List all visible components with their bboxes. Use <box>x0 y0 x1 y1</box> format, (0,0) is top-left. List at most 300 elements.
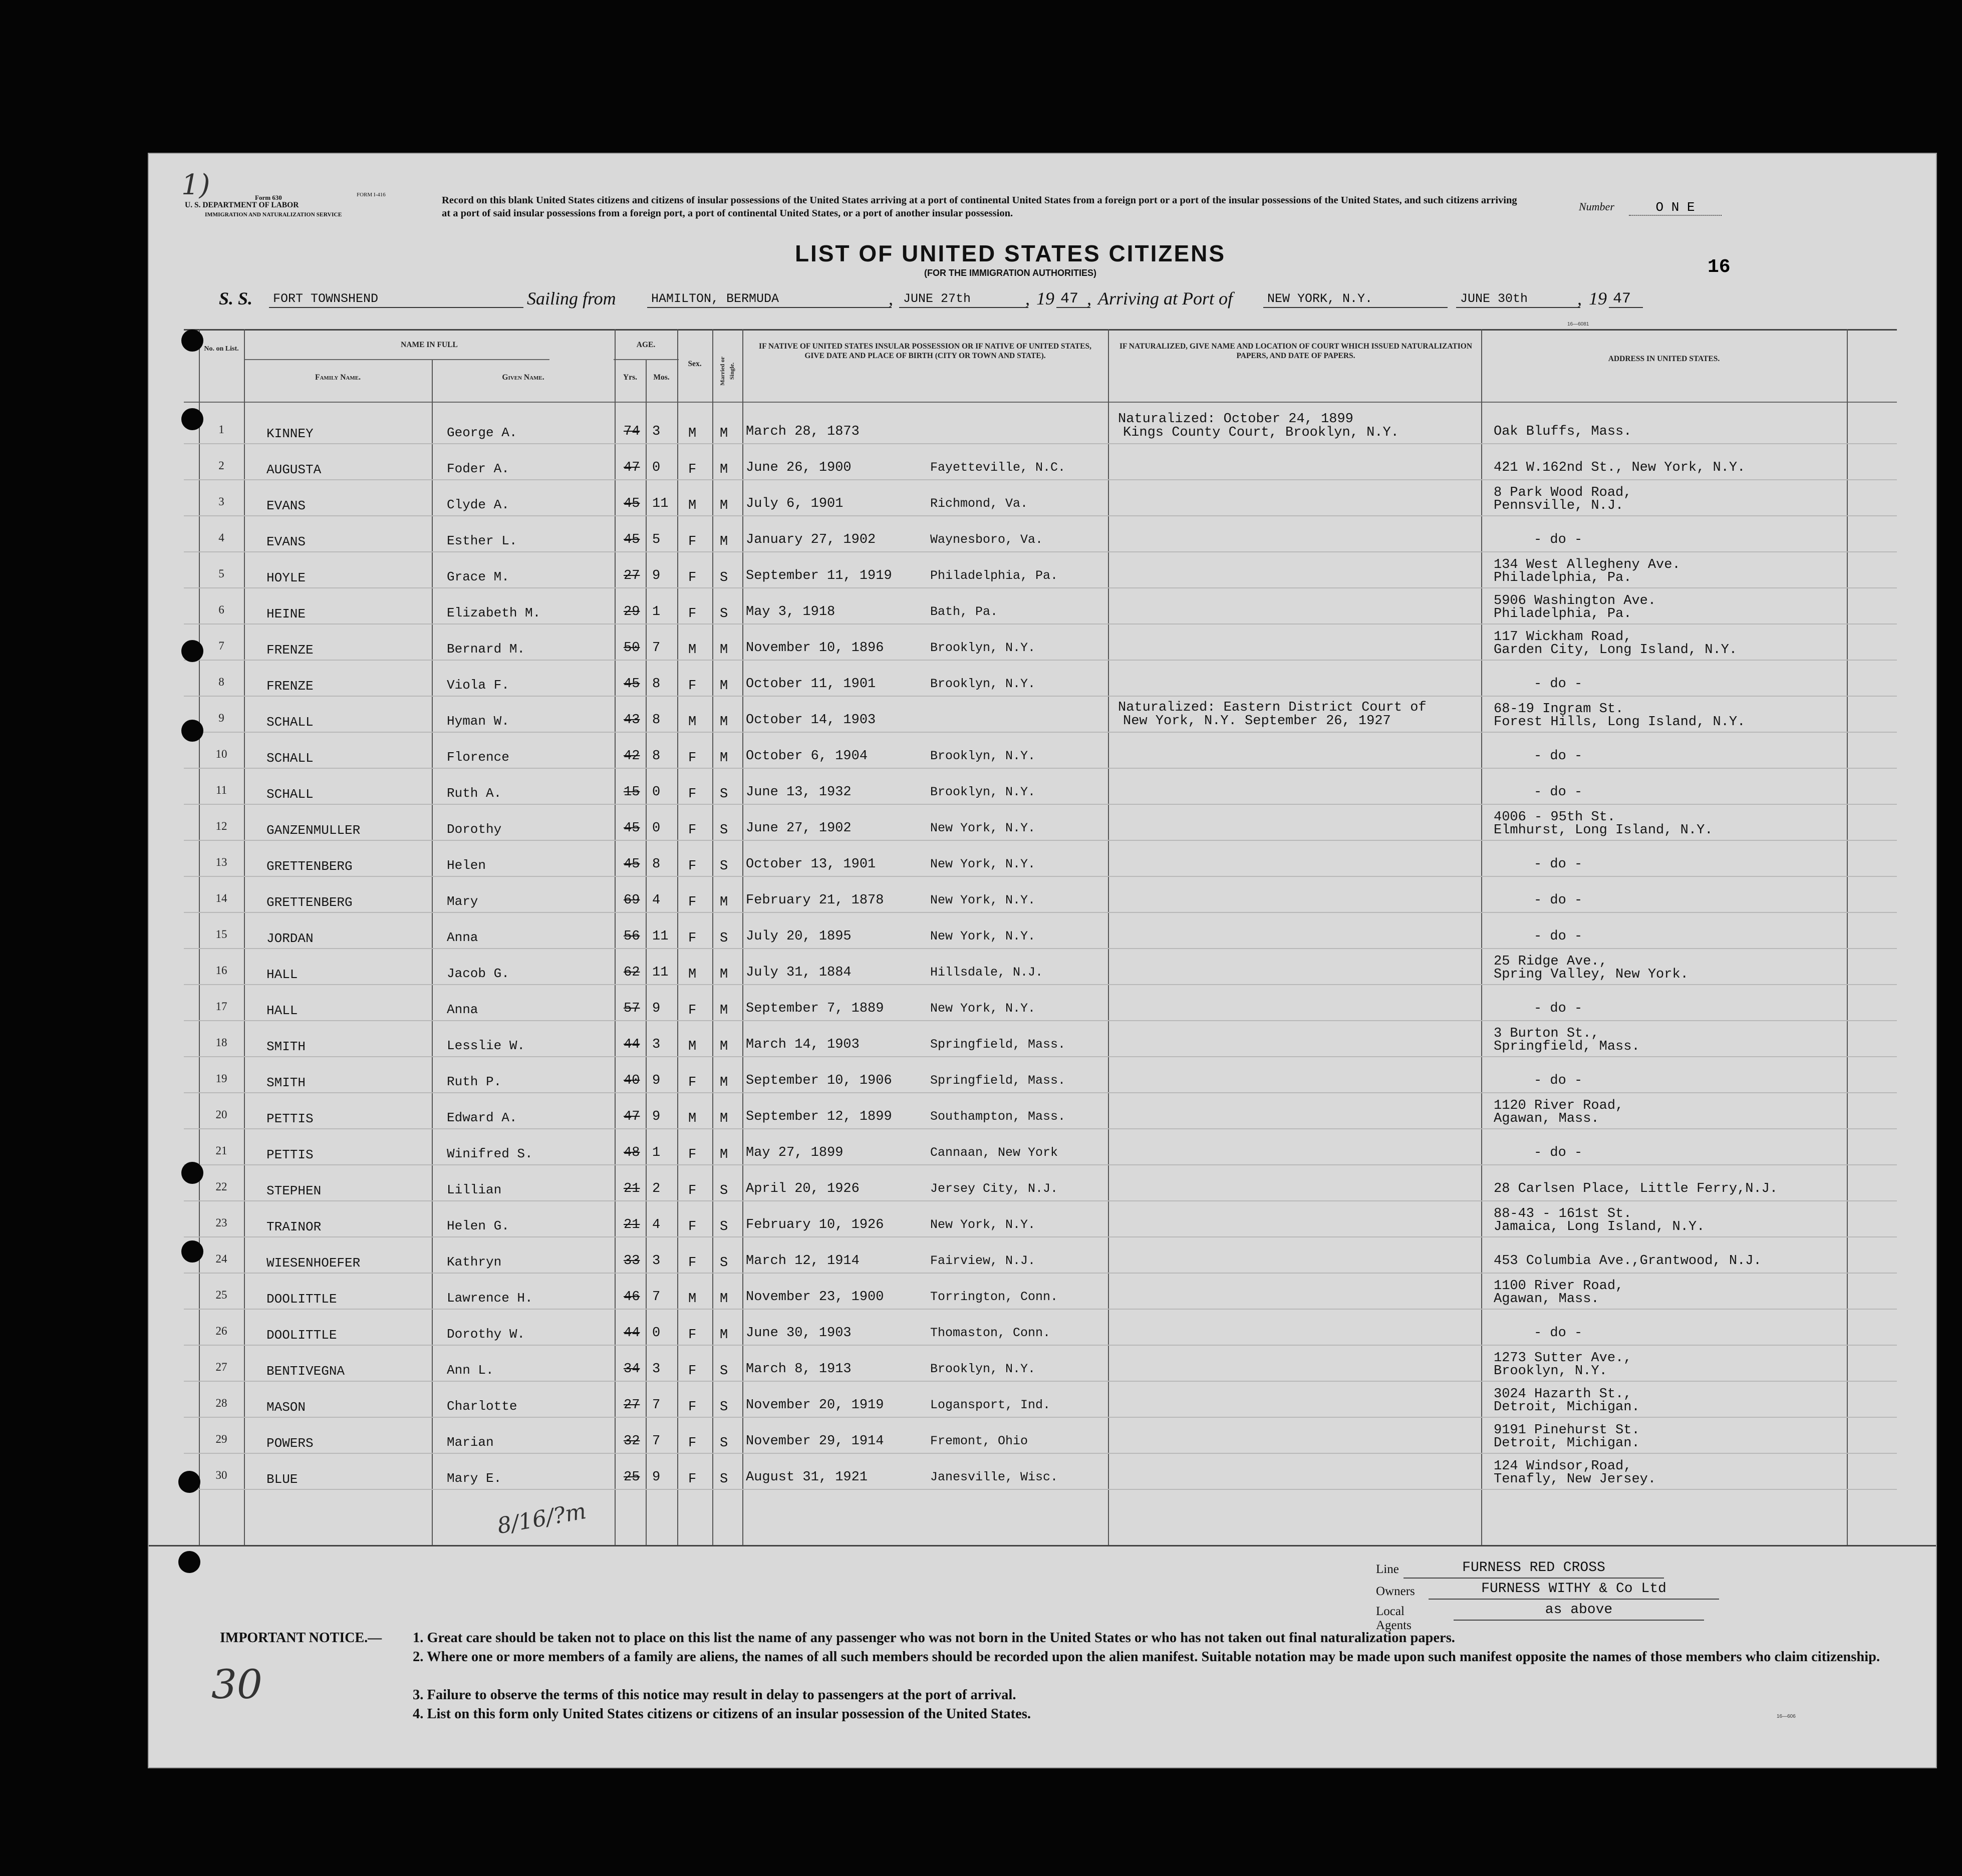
age-months: 7 <box>652 1434 661 1449</box>
given-name: Charlotte <box>447 1399 517 1414</box>
birth-date: September 7, 1889 <box>746 1001 884 1016</box>
birth-place: Brooklyn, N.Y. <box>930 1362 1036 1376</box>
form-number: Form 630 <box>255 194 282 201</box>
footer-code: 16—606 <box>1777 1714 1796 1719</box>
marital-status: S <box>720 859 728 874</box>
row-number: 25 <box>215 1289 227 1301</box>
age-years: 45 <box>624 532 640 547</box>
row-rule <box>184 912 1897 913</box>
given-name: George A. <box>447 425 517 440</box>
birth-date: March 8, 1913 <box>746 1362 852 1377</box>
birth-date: July 6, 1901 <box>746 496 844 511</box>
family-name: SMITH <box>266 1039 306 1054</box>
address-line: - do - <box>1534 1326 1583 1341</box>
number-value: O N E <box>1629 200 1722 216</box>
age-months: 0 <box>652 821 661 836</box>
family-name: PETTIS <box>266 1111 314 1126</box>
age-years: 47 <box>624 460 640 475</box>
department-label: U. S. DEPARTMENT OF LABOR <box>185 201 299 209</box>
given-name: Winifred S. <box>447 1146 533 1161</box>
given-name: Lillian <box>447 1182 502 1197</box>
row-number: 22 <box>215 1180 227 1193</box>
birth-date: March 14, 1903 <box>746 1037 860 1052</box>
row-number: 23 <box>215 1216 227 1229</box>
arrival-port: NEW YORK, N.Y. <box>1263 288 1448 308</box>
age-months: 7 <box>652 641 661 656</box>
col-divider <box>244 329 245 1545</box>
binding-hole <box>181 720 203 742</box>
row-rule <box>184 515 1897 516</box>
row-rule <box>184 984 1897 985</box>
row-rule <box>184 768 1897 769</box>
service-label: IMMIGRATION AND NATURALIZATION SERVICE <box>205 212 342 218</box>
sex: M <box>688 498 697 513</box>
row-number: 9 <box>218 712 224 724</box>
given-name: Helen <box>447 858 486 873</box>
age-months: 11 <box>652 965 669 980</box>
age-years: 47 <box>624 1109 640 1124</box>
row-number: 16 <box>215 964 227 977</box>
age-years: 21 <box>624 1181 640 1196</box>
given-name: Clyde A. <box>447 497 509 512</box>
binding-hole <box>181 1240 203 1263</box>
birth-date: June 27, 1902 <box>746 821 852 836</box>
given-name: Mary <box>447 894 478 909</box>
header-name-in-full: NAME IN FULL <box>401 341 458 349</box>
given-name: Florence <box>447 750 509 765</box>
sex: F <box>688 1328 697 1343</box>
birth-place: Fayetteville, N.C. <box>930 460 1066 475</box>
address-line: Detroit, Michigan. <box>1494 1400 1640 1415</box>
age-years: 29 <box>624 604 640 619</box>
family-name: PETTIS <box>266 1147 314 1162</box>
marital-status: S <box>720 1219 728 1234</box>
number-label: Number <box>1579 200 1614 213</box>
row-rule <box>184 1200 1897 1201</box>
handwritten-note: 8/16/?m <box>495 1498 589 1539</box>
row-number: 6 <box>218 603 224 616</box>
sailing-year: 47 <box>1056 288 1090 308</box>
age-years: 45 <box>624 857 640 872</box>
marital-status: M <box>720 643 728 658</box>
birth-date: November 20, 1919 <box>746 1398 884 1413</box>
address-line: - do - <box>1534 857 1583 872</box>
birth-date: May 27, 1899 <box>746 1145 844 1160</box>
given-name: Ann L. <box>447 1363 494 1378</box>
row-rule <box>184 1345 1897 1346</box>
birth-date: October 6, 1904 <box>746 749 868 764</box>
row-rule <box>184 876 1897 877</box>
age-years: 42 <box>624 749 640 764</box>
age-months: 3 <box>652 424 661 439</box>
address-line: Brooklyn, N.Y. <box>1494 1364 1607 1379</box>
birth-date: February 21, 1878 <box>746 893 884 908</box>
row-number: 7 <box>218 640 224 652</box>
binding-hole <box>181 408 203 430</box>
age-months: 8 <box>652 713 661 728</box>
sheet-number: 16 <box>1708 256 1731 278</box>
marital-status: M <box>720 1039 728 1054</box>
given-name: Lesslie W. <box>447 1038 525 1053</box>
birth-date: November 23, 1900 <box>746 1290 884 1305</box>
birth-place: Philadelphia, Pa. <box>930 568 1058 583</box>
sex: F <box>688 751 697 766</box>
birth-date: January 27, 1902 <box>746 532 876 547</box>
marital-status: M <box>720 895 728 910</box>
given-name: Edward A. <box>447 1110 517 1125</box>
marital-status: M <box>720 715 728 730</box>
col-divider <box>615 329 616 1545</box>
age-months: 11 <box>652 496 669 511</box>
address-line: Spring Valley, New York. <box>1494 967 1689 982</box>
page-title: LIST OF UNITED STATES CITIZENS <box>794 240 1226 266</box>
row-number: 21 <box>215 1144 227 1157</box>
row-number: 29 <box>215 1433 227 1445</box>
voyage-line: S. S. FORT TOWNSHEND Sailing from HAMILTON, BERMUDA , JUNE 27th , 19 47 , Arriving at Port of NEW YORK, N.Y. JUNE 30th , 19 47 <box>219 288 1872 313</box>
age-months: 3 <box>652 1254 661 1269</box>
row-rule <box>184 1489 1897 1490</box>
birth-place: Brooklyn, N.Y. <box>930 641 1036 655</box>
birth-place: New York, N.Y. <box>930 1001 1036 1016</box>
row-rule <box>184 1020 1897 1021</box>
family-name: GRETTENBERG <box>266 895 353 910</box>
printer-note: 16—6081 <box>1567 322 1589 327</box>
row-rule <box>184 1381 1897 1382</box>
age-years: 74 <box>624 424 640 439</box>
row-number: 26 <box>215 1325 227 1337</box>
binding-hole <box>181 1162 203 1184</box>
birth-date: October 14, 1903 <box>746 713 876 728</box>
address-line: 4006 - 95th St. <box>1494 810 1616 825</box>
sex: F <box>688 606 697 621</box>
family-name: WIESENHOEFER <box>266 1256 361 1271</box>
age-months: 5 <box>652 532 661 547</box>
preamble-text: Record on this blank United States citizens and citizens of insular possessions of the United States arriving at a port of continental United States from a foreign port or a port of the insular possessions of the United States, and such citizens arriving at a port of said insular possessions from a foreign port, a port of continental United States, or a port of another insular possession. <box>442 195 1517 219</box>
age-months: 0 <box>652 1326 661 1341</box>
address-line: 453 Columbia Ave.,Grantwood, N.J. <box>1494 1254 1762 1269</box>
sex: M <box>688 967 697 982</box>
family-name: SCHALL <box>266 787 314 802</box>
given-name: Bernard M. <box>447 642 525 657</box>
header-bottom-rule <box>184 402 1897 403</box>
age-months: 9 <box>652 1470 661 1485</box>
age-months: 9 <box>652 1001 661 1016</box>
given-name: Foder A. <box>447 461 509 476</box>
marital-status: S <box>720 570 728 585</box>
naturalization-line: New York, N.Y. September 26, 1927 <box>1123 714 1391 729</box>
address-line: Agawan, Mass. <box>1494 1111 1599 1126</box>
sailing-year-prefix: 19 <box>1036 288 1054 308</box>
address-line: - do - <box>1534 532 1583 547</box>
age-years: 45 <box>624 821 640 836</box>
birth-date: March 28, 1873 <box>746 424 860 439</box>
sex: F <box>688 1472 697 1487</box>
row-rule <box>184 660 1897 661</box>
address-line: - do - <box>1534 1073 1583 1088</box>
address-line: Tenafly, New Jersey. <box>1494 1472 1656 1487</box>
row-number: 12 <box>215 820 227 832</box>
row-number: 2 <box>218 459 224 472</box>
marital-status: M <box>720 462 728 477</box>
manifest-sheet <box>148 153 1937 1768</box>
family-name: SMITH <box>266 1075 306 1090</box>
address-line: Philadelphia, Pa. <box>1494 570 1632 585</box>
age-years: 45 <box>624 677 640 692</box>
age-years: 15 <box>624 785 640 800</box>
family-name: GRETTENBERG <box>266 859 353 874</box>
header-naturalized: IF NATURALIZED, GIVE NAME AND LOCATION OF COURT WHICH ISSUED NATURALIZATION PAPERS, AND DATE OF PAPERS. <box>1119 342 1473 360</box>
birth-date: February 10, 1926 <box>746 1217 884 1232</box>
sex: F <box>688 823 697 838</box>
notice-item: 4. List on this form only United States citizens or citizens of an insular possession of the United States. <box>413 1706 1031 1722</box>
row-rule <box>184 587 1897 588</box>
given-name: Ruth P. <box>447 1074 502 1089</box>
sex: F <box>688 1075 697 1090</box>
row-rule <box>184 1309 1897 1310</box>
age-years: 48 <box>624 1145 640 1160</box>
address-line: Garden City, Long Island, N.Y. <box>1494 643 1738 658</box>
row-number: 10 <box>215 748 227 760</box>
row-rule <box>184 804 1897 805</box>
header-no: No. on List. <box>204 345 239 353</box>
name-subheader-rule <box>244 359 549 360</box>
row-number: 14 <box>215 892 227 904</box>
row-number: 27 <box>215 1361 227 1373</box>
local-agents-value: as above <box>1454 1601 1704 1621</box>
row-rule <box>184 479 1897 480</box>
binding-hole <box>178 1551 200 1573</box>
sex: F <box>688 895 697 910</box>
row-number: 30 <box>215 1469 227 1481</box>
sailing-from-label: Sailing from <box>527 288 616 308</box>
birth-place: Springfield, Mass. <box>930 1037 1066 1052</box>
address-line: Philadelphia, Pa. <box>1494 606 1632 621</box>
birth-date: July 20, 1895 <box>746 929 852 944</box>
sex: F <box>688 1183 697 1198</box>
birth-place: Logansport, Ind. <box>930 1398 1051 1412</box>
arriving-label: Arriving at Port of <box>1098 288 1233 308</box>
birth-place: Brooklyn, N.Y. <box>930 677 1036 691</box>
marital-status: S <box>720 1256 728 1271</box>
sex: F <box>688 859 697 874</box>
birth-place: Hillsdale, N.J. <box>930 965 1043 980</box>
marital-status: M <box>720 1111 728 1126</box>
family-name: FRENZE <box>266 643 314 658</box>
age-months: 1 <box>652 604 661 619</box>
row-rule <box>184 1164 1897 1165</box>
sex: M <box>688 1292 697 1307</box>
birth-place: Janesville, Wisc. <box>930 1470 1058 1484</box>
birth-date: October 13, 1901 <box>746 857 876 872</box>
address-line: 1273 Sutter Ave., <box>1494 1351 1632 1366</box>
marital-status: S <box>720 1472 728 1487</box>
birth-place: Richmond, Va. <box>930 496 1028 511</box>
marital-status: S <box>720 1400 728 1415</box>
birth-date: November 29, 1914 <box>746 1434 884 1449</box>
birth-date: August 31, 1921 <box>746 1470 868 1485</box>
address-line: 3024 Hazarth St., <box>1494 1387 1632 1402</box>
age-years: 34 <box>624 1362 640 1377</box>
handwritten-total: 30 <box>211 1661 262 1708</box>
arrival-date: JUNE 30th <box>1456 288 1580 308</box>
address-line: 68-19 Ingram St. <box>1494 702 1624 717</box>
binding-hole <box>178 1471 200 1493</box>
age-months: 0 <box>652 460 661 475</box>
row-number: 4 <box>218 531 224 544</box>
birth-date: May 3, 1918 <box>746 604 835 619</box>
birth-place: Cannaan, New York <box>930 1145 1058 1160</box>
age-years: 43 <box>624 713 640 728</box>
family-name: JORDAN <box>266 931 314 946</box>
binding-hole <box>181 330 203 352</box>
col-divider <box>677 329 678 1545</box>
address-line: Forest Hills, Long Island, N.Y. <box>1494 715 1746 730</box>
given-name: Anna <box>447 930 478 945</box>
row-rule <box>184 623 1897 624</box>
birth-place: New York, N.Y. <box>930 893 1036 907</box>
family-name: DOOLITTLE <box>266 1328 337 1343</box>
line-label: Line <box>1376 1562 1399 1576</box>
row-number: 19 <box>215 1072 227 1085</box>
birth-place: Fairview, N.J. <box>930 1254 1036 1268</box>
ss-label: S. S. <box>219 288 253 308</box>
row-rule <box>184 840 1897 841</box>
sex: M <box>688 1039 697 1054</box>
row-number: 15 <box>215 928 227 941</box>
col-divider <box>1481 329 1482 1545</box>
birth-date: October 11, 1901 <box>746 677 876 692</box>
age-months: 3 <box>652 1362 661 1377</box>
col-divider <box>1847 329 1848 1545</box>
row-number: 13 <box>215 856 227 868</box>
notice-item: 3. Failure to observe the terms of this notice may result in delay to passengers at the port of arrival. <box>413 1687 1016 1703</box>
address-line: Agawan, Mass. <box>1494 1292 1599 1307</box>
header-sex: Sex. <box>688 360 702 368</box>
row-number: 18 <box>215 1036 227 1049</box>
form-alt-number: FORM I-416 <box>357 192 386 198</box>
address-line: - do - <box>1534 929 1583 944</box>
address-line: 117 Wickham Road, <box>1494 630 1632 645</box>
given-name: Jacob G. <box>447 966 509 981</box>
sex: F <box>688 462 697 477</box>
given-name: Dorothy W. <box>447 1327 525 1342</box>
family-name: TRAINOR <box>266 1219 322 1234</box>
sex: F <box>688 1400 697 1415</box>
age-years: 33 <box>624 1254 640 1269</box>
address-line: Pennsville, N.J. <box>1494 498 1624 513</box>
marital-status: M <box>720 679 728 694</box>
age-months: 8 <box>652 857 661 872</box>
owners-label: Owners <box>1376 1585 1415 1598</box>
col-divider <box>432 360 433 1545</box>
family-name: AUGUSTA <box>266 462 322 477</box>
age-years: 25 <box>624 1470 640 1485</box>
age-years: 27 <box>624 568 640 583</box>
address-line: - do - <box>1534 1145 1583 1160</box>
family-name: BENTIVEGNA <box>266 1364 345 1379</box>
header-age: AGE. <box>636 341 656 349</box>
age-years: 50 <box>624 641 640 656</box>
row-rule <box>184 1128 1897 1129</box>
given-name: Grace M. <box>447 569 509 584</box>
age-months: 7 <box>652 1290 661 1305</box>
col-divider <box>742 329 743 1545</box>
header-mos: Mos. <box>653 373 670 382</box>
row-number: 8 <box>218 676 224 688</box>
address-line: 124 Windsor,Road, <box>1494 1459 1632 1474</box>
birth-place: Thomaston, Conn. <box>930 1326 1051 1340</box>
row-rule <box>184 1236 1897 1237</box>
header-yrs: Yrs. <box>623 373 637 382</box>
naturalization-line: Naturalized: October 24, 1899 <box>1118 412 1353 427</box>
family-name: SCHALL <box>266 751 314 766</box>
corner-handwritten-mark: 1) <box>181 169 210 201</box>
address-line: Detroit, Michigan. <box>1494 1436 1640 1451</box>
row-rule <box>184 696 1897 697</box>
address-line: 3 Burton St., <box>1494 1026 1599 1041</box>
marital-status: S <box>720 606 728 621</box>
given-name: Hyman W. <box>447 714 509 729</box>
row-number: 11 <box>215 784 227 796</box>
marital-status: S <box>720 1183 728 1198</box>
birth-date: June 26, 1900 <box>746 460 852 475</box>
birth-date: June 13, 1932 <box>746 785 852 800</box>
birth-place: Brooklyn, N.Y. <box>930 749 1036 763</box>
header-native: IF NATIVE OF UNITED STATES INSULAR POSSESSION OR IF NATIVE OF UNITED STATES, GIVE DATE AND PLACE OF BIRTH (CITY OR TOWN AND STATE). <box>759 342 1091 360</box>
birth-place: New York, N.Y. <box>930 857 1036 871</box>
sex: M <box>688 643 697 658</box>
age-months: 8 <box>652 677 661 692</box>
sailing-from-port: HAMILTON, BERMUDA <box>647 288 892 308</box>
address-line: 25 Ridge Ave., <box>1494 954 1607 969</box>
age-years: 44 <box>624 1037 640 1052</box>
marital-status: M <box>720 426 728 441</box>
row-rule <box>184 948 1897 949</box>
birth-place: Southampton, Mass. <box>930 1109 1066 1124</box>
naturalization-line: Kings County Court, Brooklyn, N.Y. <box>1123 425 1399 440</box>
age-months: 9 <box>652 568 661 583</box>
naturalization-line: Naturalized: Eastern District Court of <box>1118 700 1427 715</box>
header-address: ADDRESS IN UNITED STATES. <box>1608 355 1720 363</box>
marital-status: M <box>720 967 728 982</box>
age-years: 45 <box>624 496 640 511</box>
age-years: 69 <box>624 893 640 908</box>
age-years: 57 <box>624 1001 640 1016</box>
address-line: Jamaica, Long Island, N.Y. <box>1494 1219 1705 1234</box>
marital-status: S <box>720 1436 728 1451</box>
local-agents-label: Local Agents <box>1376 1605 1412 1632</box>
notice-item: 1. Great care should be taken not to place on this list the name of any passenger who was not born in the United States or who has not taken out final naturalization papers. <box>413 1630 1455 1646</box>
family-name: EVANS <box>266 498 306 513</box>
given-name: Kathryn <box>447 1255 502 1270</box>
marital-status: M <box>720 1003 728 1018</box>
age-months: 3 <box>652 1037 661 1052</box>
row-number: 1 <box>218 423 224 436</box>
address-line: Elmhurst, Long Island, N.Y. <box>1494 823 1713 838</box>
age-years: 62 <box>624 965 640 980</box>
age-months: 0 <box>652 785 661 800</box>
birth-date: November 10, 1896 <box>746 641 884 656</box>
row-rule <box>184 1453 1897 1454</box>
family-name: FRENZE <box>266 679 314 694</box>
sex: F <box>688 679 697 694</box>
marital-status: M <box>720 1075 728 1090</box>
age-months: 11 <box>652 929 669 944</box>
table-bottom-rule <box>149 1545 1936 1546</box>
birth-place: Torrington, Conn. <box>930 1290 1058 1304</box>
given-name: Helen G. <box>447 1218 509 1233</box>
family-name: HOYLE <box>266 570 306 585</box>
